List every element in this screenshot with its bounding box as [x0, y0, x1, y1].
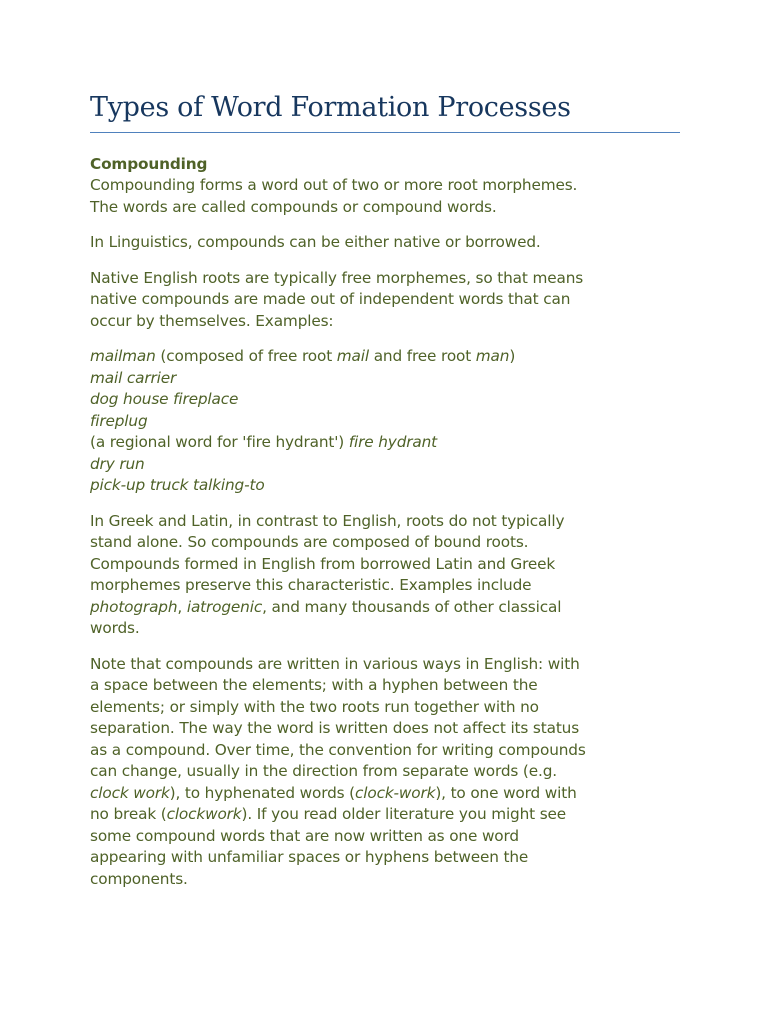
examples-list	[90, 346, 690, 497]
example-note: (a regional word for 'fire hydrant')	[90, 433, 349, 451]
text-line: In Linguistics, compounds can be either native or borrowed.	[90, 233, 541, 251]
example-word: photograph	[90, 597, 178, 616]
paragraph-native	[90, 268, 690, 333]
example-word: clock work	[90, 783, 170, 802]
text-line: a space between the elements; with a hyphen between the	[90, 676, 538, 694]
example-line: dog house fireplace	[90, 390, 239, 408]
example-word: mail	[336, 347, 369, 365]
paragraph-greek-latin	[90, 511, 690, 640]
example-word: mailman	[90, 347, 156, 365]
example-line	[90, 346, 690, 368]
example-word: fire hydrant	[348, 433, 438, 451]
text-line: elements; or simply with the two roots run together with no	[90, 697, 539, 716]
example-line	[90, 432, 690, 454]
text-line	[90, 804, 690, 826]
text-line: Note that compounds are written in various ways in English: with	[90, 654, 580, 673]
text-line: components.	[90, 869, 188, 888]
text-fragment: no break (	[90, 805, 167, 823]
document-body	[90, 154, 690, 904]
text-line: morphemes preserve this characteristic. Examples include	[90, 576, 532, 594]
example-note: and free root	[368, 347, 476, 365]
example-word: iatrogenic	[186, 597, 263, 616]
text-line: can change, usually in the direction from separate words (e.g.	[90, 762, 557, 780]
paragraph-native-borrowed	[90, 232, 690, 254]
example-line: pick-up truck talking-to	[90, 476, 265, 494]
title-underline	[90, 132, 680, 133]
text-line: Compounding forms a word out of two or more root morphemes.	[90, 176, 578, 194]
text-fragment: , and many thousands of other classical	[262, 597, 562, 616]
text-line: stand alone. So compounds are composed of bound roots.	[90, 533, 529, 551]
paragraph-spelling-note	[90, 654, 690, 891]
text-fragment: ), to hyphenated words (	[169, 783, 355, 802]
text-fragment: ). If you read older literature you might see	[241, 805, 567, 823]
example-word: clock-work	[355, 783, 436, 802]
text-line	[90, 597, 690, 619]
text-line: In Greek and Latin, in contrast to English, roots do not typically	[90, 511, 565, 530]
section-heading: Compounding	[90, 155, 208, 173]
text-line	[90, 783, 690, 805]
text-line: Native English roots are typically free morphemes, so that means	[90, 268, 584, 287]
example-note: )	[509, 347, 516, 365]
example-line: fireplug	[90, 411, 148, 430]
text-line: as a compound. Over time, the convention for writing compounds	[90, 740, 586, 759]
text-line: native compounds are made out of independent words that can	[90, 290, 571, 308]
text-line: The words are called compounds or compound words.	[90, 197, 497, 216]
example-note: (composed of free root	[155, 347, 337, 365]
text-line: words.	[90, 619, 140, 637]
example-line: dry run	[90, 454, 145, 473]
example-line: mail carrier	[90, 368, 177, 387]
page-title: Types of Word Formation Processes	[90, 92, 571, 123]
text-fragment: ,	[177, 597, 187, 616]
text-line: separation. The way the word is written does not affect its status	[90, 719, 580, 737]
example-word: man	[475, 347, 510, 365]
text-line: appearing with unfamiliar spaces or hyphens between the	[90, 848, 529, 866]
example-word: clockwork	[166, 805, 242, 823]
text-fragment: ), to one word with	[435, 783, 577, 802]
paragraph-intro	[90, 175, 690, 218]
text-line: occur by themselves. Examples:	[90, 311, 334, 330]
text-line: Compounds formed in English from borrowed Latin and Greek	[90, 554, 556, 573]
text-line: some compound words that are now written as one word	[90, 826, 519, 845]
